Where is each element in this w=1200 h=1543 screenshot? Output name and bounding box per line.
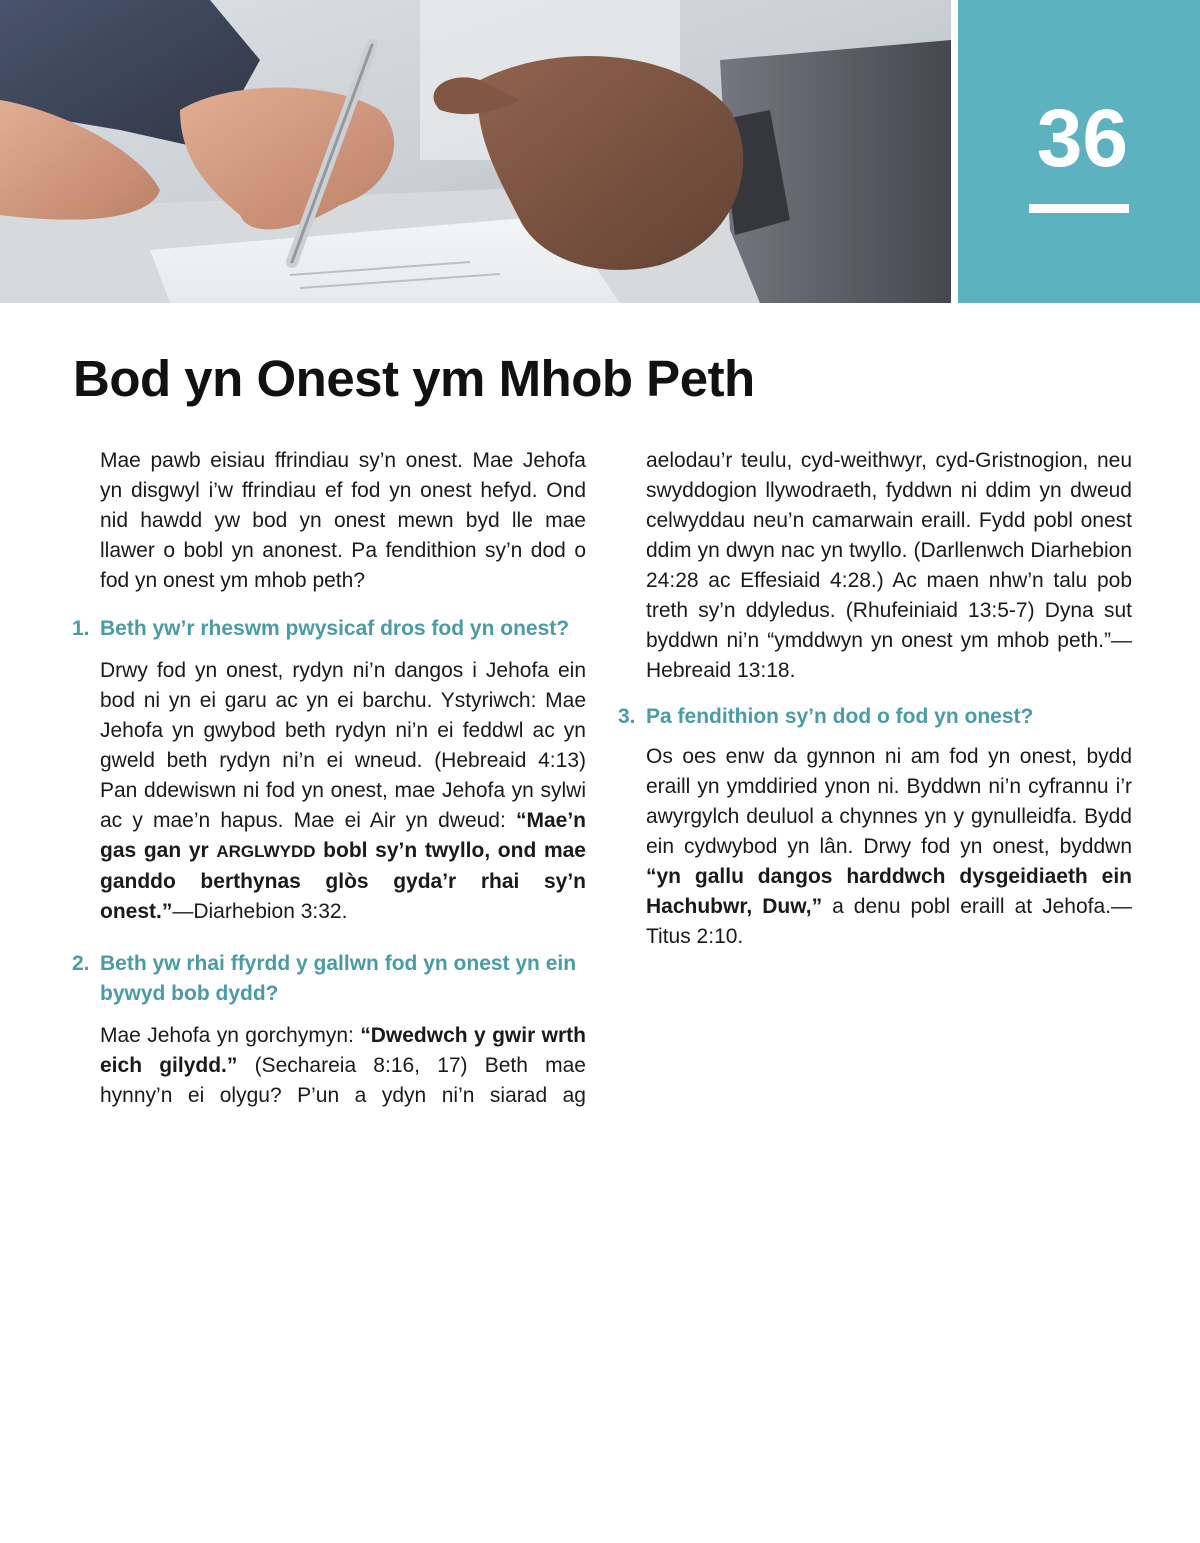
answer-1-quote-start: “Mae’n gas gan yr xyxy=(100,809,586,862)
lesson-number-badge xyxy=(958,0,1200,303)
left-column xyxy=(72,446,586,1111)
answer-2-text-start: Mae Jehofa yn gorchymyn: xyxy=(100,1024,361,1047)
page-title: Bod yn Onest ym Mhob Peth xyxy=(73,350,755,407)
handshake-photo-image xyxy=(0,0,951,303)
answer-2-paragraph xyxy=(100,1021,586,1111)
answer-1-text: Drwy fod yn onest, rydyn ni’n dangos i Jehofa ein bod ni yn ei garu ac yn ei barchu. Ystyriwch: Mae Jehofa yn gwybod beth rydyn ni’n ei feddwl ac yn gweld beth rydyn ni’n ei wneud. (Hebreaid 4:13) Pan ddewiswn ni fod yn onest, mae Jehofa yn sylwi ac y mae’n hapus. Mae ei Air yn dweud: xyxy=(100,659,586,832)
right-column xyxy=(618,446,1132,952)
question-2 xyxy=(72,949,586,1009)
answer-1-quote-end: bobl sy’n twyllo, ond mae ganddo berthynas glòs gyda’r rhai sy’n onest.” xyxy=(100,839,586,923)
lesson-number: 36 xyxy=(1036,93,1128,184)
answer-2-quote: “Dwedwch y gwir wrth eich gilydd.” xyxy=(100,1024,586,1077)
question-3-text: Pa fendithion sy’n dod o fod yn onest? xyxy=(646,705,1034,728)
answer-3-paragraph xyxy=(646,742,1132,952)
answer-2-cont-text-end: aelodau’r teulu, cyd-weithwyr, cyd-Gristnogion, neu swyddogion llywodraeth, fyddwn ni ddim yn dweud celwyddau neu’n camarwain eraill. Fydd pobl onest ddim yn dwyn nac yn twyllo. (Darllenwch Diarhebion 24:28 ac Effesiaid 4:28.) Ac maen nhw’n talu pob treth sy’n ddyledus. (Rhufeiniaid 13:5-7) Dyna sut byddwn ni’n “ymddwyn yn onest ym mhob peth.”—Hebreaid 13:18. xyxy=(646,449,1132,682)
answer-2-text-end: (Sechareia 8:16, 17) Beth mae hynny’n ei olygu? P’un a ydyn ni’n siarad ag xyxy=(100,1054,586,1107)
question-2-number: 2. xyxy=(72,952,90,975)
answer-3-quote: “yn gallu dangos harddwch dysgeidiaeth ein Hachubwr, Duw,” xyxy=(646,865,1132,918)
lesson-number-underline xyxy=(1029,204,1129,213)
question-1-number: 1. xyxy=(72,617,90,640)
answer-3-text-end: a denu pobl eraill at Jehofa.—Titus 2:10. xyxy=(646,895,1132,948)
question-3-number: 3. xyxy=(618,705,636,728)
question-1-text: Beth yw’r rheswm pwysicaf dros fod yn onest? xyxy=(100,617,570,640)
question-1 xyxy=(72,614,586,644)
answer-1-quote-lord: ARGLWYDD xyxy=(216,842,316,861)
answer-2-continuation xyxy=(646,446,1132,686)
question-3 xyxy=(618,702,1132,732)
answer-3-text-start: Os oes enw da gynnon ni am fod yn onest, bydd eraill yn ymddiried ynon ni. Byddwn ni’n cyfrannu i’r awyrgylch deuluol a chynnes yn y gynulleidfa. Bydd ein cydwybod yn lân. Drwy fod yn onest, byddwn xyxy=(646,745,1132,858)
question-2-text: Beth yw rhai ffyrdd y gallwn fod yn onest yn ein bywyd bob dydd? xyxy=(100,952,577,1005)
answer-1-reference: —Diarhebion 3:32. xyxy=(172,900,348,923)
answer-2-continuation-window xyxy=(646,446,1132,686)
answer-1-paragraph xyxy=(100,656,586,927)
header-photo xyxy=(0,0,951,303)
intro-paragraph: Mae pawb eisiau ffrindiau sy’n onest. Mae Jehofa yn disgwyl i’w ffrindiau ef fod yn onest hefyd. Ond nid hawdd yw bod yn onest mewn byd lle mae llawer o bobl yn anonest. Pa fendithion sy’n dod o fod yn onest ym mhob peth? xyxy=(100,449,586,592)
